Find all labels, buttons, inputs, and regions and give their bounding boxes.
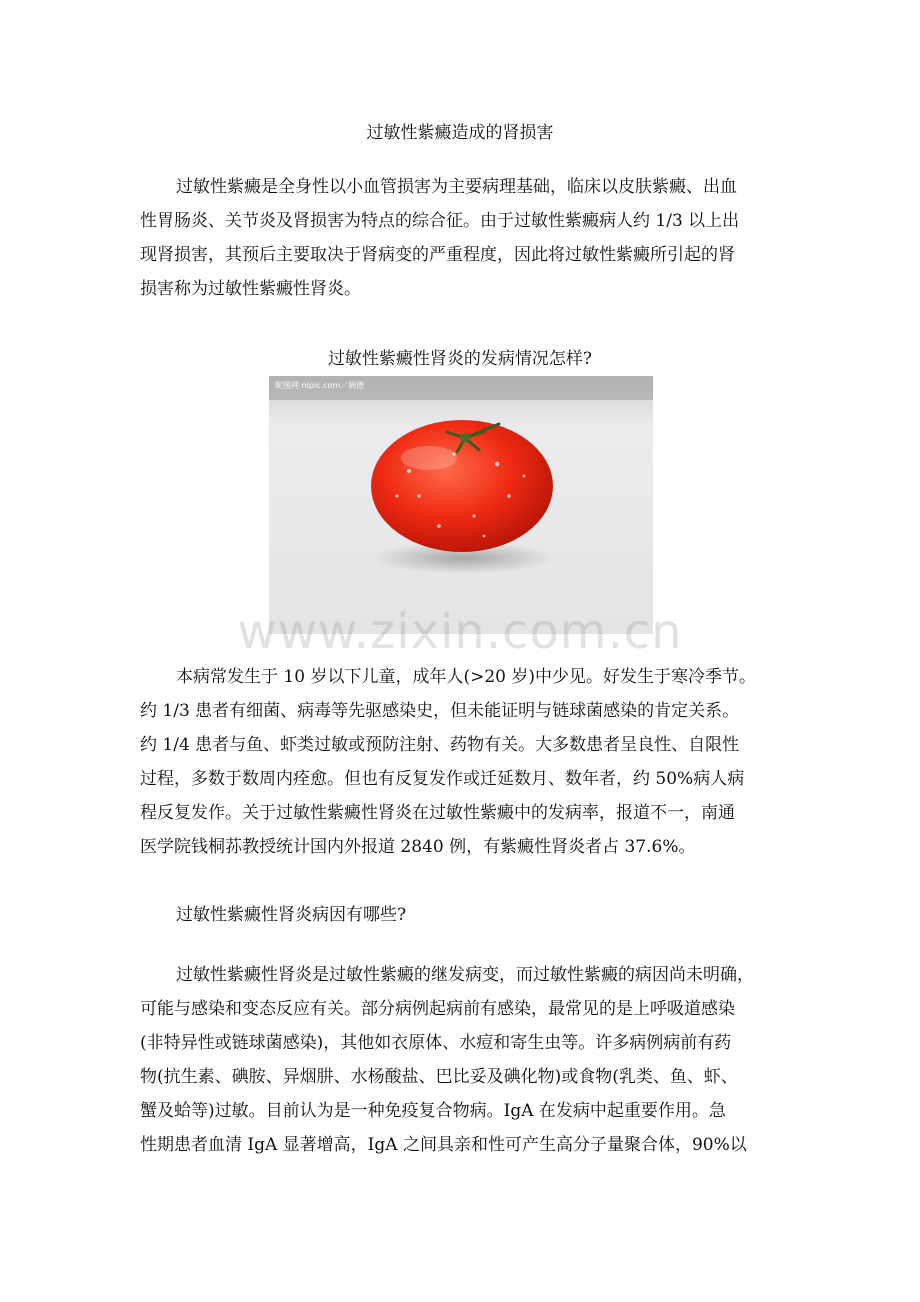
section-heading-causes: 过敏性紫癜性肾炎病因有哪些? — [176, 905, 407, 925]
paragraph-line: 性胃肠炎、关节炎及肾损害为特点的综合征。由于过敏性紫癜病人约 1/3 以上出 — [140, 211, 740, 231]
page-title: 过敏性紫癜造成的肾损害 — [366, 123, 554, 143]
image-stamp: 昵图网 nipic.com／阔德 — [275, 381, 365, 390]
incidence-paragraph — [140, 660, 790, 864]
tomato-illustration — [269, 376, 653, 634]
paragraph-line: 现肾损害，其预后主要取决于肾病变的严重程度，因此将过敏性紫癜所引起的肾 — [140, 245, 735, 265]
causes-paragraph — [140, 958, 790, 1162]
paragraph-line: 蟹及蛤等)过敏。目前认为是一种免疫复合物病。IgA 在发病中起重要作用。急 — [140, 1101, 726, 1121]
intro-paragraph — [140, 170, 790, 306]
section-heading-causes-wrap — [140, 898, 790, 932]
paragraph-line: 约 1/4 患者与鱼、虾类过敏或预防注射、药物有关。大多数患者呈良性、自限性 — [140, 735, 740, 755]
paragraph-line: 损害称为过敏性紫癜性肾炎。 — [140, 279, 361, 299]
paragraph-line: 性期患者血清 IgA 显著增高，IgA 之间具亲和性可产生高分子量聚合体，90%以 — [140, 1135, 747, 1155]
paragraph-line: 可能与感染和变态反应有关。部分病例起病前有感染，最常见的是上呼吸道感染 — [140, 999, 735, 1019]
site-watermark: www.zixin.com.cn — [237, 604, 683, 660]
paragraph-line: 过敏性紫癜是全身性以小血管损害为主要病理基础，临床以皮肤紫癜、出血 — [176, 177, 737, 197]
paragraph-line: 本病常发生于 10 岁以下儿童，成年人(>20 岁)中少见。好发生于寒冷季节。 — [176, 667, 756, 687]
paragraph-line: 过敏性紫癜性肾炎是过敏性紫癜的继发病变，而过敏性紫癜的病因尚未明确， — [176, 965, 754, 985]
paragraph-line: 物(抗生素、碘胺、异烟肼、水杨酸盐、巴比妥及碘化物)或食物(乳类、鱼、虾、 — [140, 1067, 738, 1087]
paragraph-line: 过程，多数于数周内痊愈。但也有反复发作或迁延数月、数年者，约 50%病人病 — [140, 769, 745, 789]
paragraph-line: (非特异性或链球菌感染)，其他如衣原体、水痘和寄生虫等。许多病例病前有药 — [140, 1033, 732, 1053]
paragraph-line: 程反复发作。关于过敏性紫癜性肾炎在过敏性紫癜中的发病率，报道不一，南通 — [140, 803, 735, 823]
section-heading-incidence: 过敏性紫癜性肾炎的发病情况怎样? — [327, 349, 593, 369]
paragraph-line: 医学院钱桐荪教授统计国内外报道 2840 例，有紫癜性肾炎者占 37.6%。 — [140, 837, 696, 857]
paragraph-line: 约 1/3 患者有细菌、病毒等先驱感染史，但未能证明与链球菌感染的肯定关系。 — [140, 701, 740, 721]
tomato-photo — [269, 376, 653, 634]
